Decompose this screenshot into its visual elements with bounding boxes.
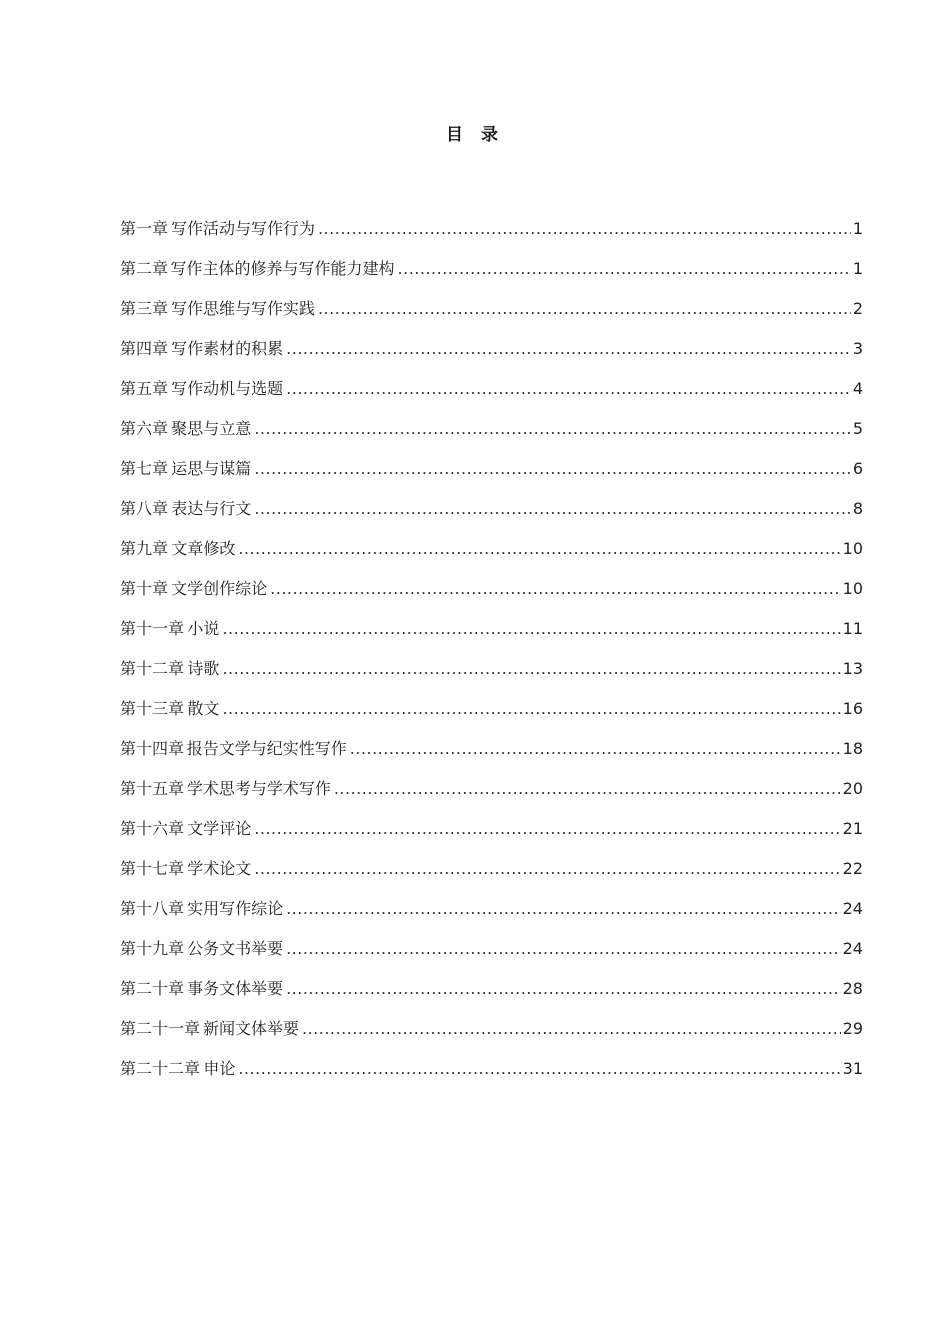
toc-dot-leader	[254, 489, 851, 529]
toc-chapter-number: 第十章	[120, 579, 169, 598]
toc-chapter-number: 第十六章	[120, 819, 185, 838]
toc-page-number: 24	[842, 899, 863, 918]
toc-entry[interactable]	[120, 449, 863, 489]
toc-entry[interactable]	[120, 209, 863, 249]
toc-entry[interactable]	[120, 689, 863, 729]
toc-dot-leader	[318, 289, 851, 329]
toc-chapter-number: 第二章	[120, 259, 169, 278]
toc-page-number: 1	[852, 219, 863, 238]
toc-chapter-number: 第十九章	[120, 939, 185, 958]
toc-page-number: 5	[852, 419, 863, 438]
toc-dot-leader	[254, 809, 840, 849]
toc-dot-leader	[222, 609, 840, 649]
toc-entry[interactable]	[120, 1009, 863, 1049]
toc-dot-leader	[286, 889, 841, 929]
toc-entry[interactable]	[120, 969, 863, 1009]
toc-dot-leader	[222, 689, 840, 729]
toc-chapter-number: 第十一章	[120, 619, 185, 638]
toc-entry[interactable]	[120, 489, 863, 529]
toc-entry[interactable]	[120, 249, 863, 289]
toc-dot-leader	[254, 409, 851, 449]
toc-page-number: 21	[842, 819, 863, 838]
toc-page-number: 22	[842, 859, 863, 878]
toc-chapter-title: 报告文学与纪实性写作	[186, 739, 347, 758]
toc-entry[interactable]	[120, 609, 863, 649]
toc-chapter-title: 写作活动与写作行为	[170, 219, 315, 238]
toc-dot-leader	[286, 329, 851, 369]
toc-entry[interactable]	[120, 569, 863, 609]
toc-page-number: 10	[842, 579, 863, 598]
toc-page-number: 31	[842, 1059, 863, 1078]
toc-chapter-number: 第二十一章	[120, 1019, 201, 1038]
toc-entry[interactable]	[120, 929, 863, 969]
toc-entry[interactable]	[120, 529, 863, 569]
toc-chapter-title: 文学创作综论	[171, 579, 268, 598]
toc-title: 目 录	[446, 125, 504, 145]
toc-page-number: 6	[852, 459, 863, 478]
toc-chapter-title: 文学评论	[187, 819, 252, 838]
toc-dot-leader	[286, 369, 851, 409]
toc-chapter-number: 第八章	[120, 499, 169, 518]
toc-dot-leader	[286, 929, 841, 969]
toc-chapter-title: 学术思考与学术写作	[186, 779, 331, 798]
toc-chapter-title: 聚思与立意	[171, 419, 252, 438]
toc-chapter-title: 小说	[187, 619, 220, 638]
toc-page-number: 13	[842, 659, 863, 678]
toc-chapter-number: 第十五章	[120, 779, 185, 798]
toc-page-number: 8	[852, 499, 863, 518]
toc-dot-leader	[222, 649, 840, 689]
toc-chapter-title: 写作思维与写作实践	[170, 299, 315, 318]
toc-page-number: 16	[842, 699, 863, 718]
toc-page-number: 11	[842, 619, 863, 638]
toc-chapter-number: 第五章	[120, 379, 169, 398]
toc-entry[interactable]	[120, 1049, 863, 1089]
toc-chapter-title: 诗歌	[187, 659, 220, 678]
toc-chapter-number: 第六章	[120, 419, 169, 438]
toc-page-number: 18	[842, 739, 863, 758]
toc-chapter-title: 实用写作综论	[187, 899, 284, 918]
toc-chapter-title: 写作动机与选题	[171, 379, 284, 398]
toc-dot-leader	[398, 249, 851, 289]
toc-entry[interactable]	[120, 889, 863, 929]
toc-chapter-number: 第十七章	[120, 859, 185, 878]
toc-chapter-title: 写作素材的积累	[171, 339, 284, 358]
toc-dot-leader	[238, 529, 840, 569]
toc-chapter-number: 第十八章	[120, 899, 185, 918]
toc-chapter-number: 第三章	[120, 299, 169, 318]
toc-chapter-title: 表达与行文	[171, 499, 252, 518]
toc-page-number: 10	[842, 539, 863, 558]
toc-dot-leader	[286, 969, 841, 1009]
toc-entry[interactable]	[120, 369, 863, 409]
toc-chapter-title: 公务文书举要	[187, 939, 284, 958]
toc-chapter-number: 第一章	[120, 219, 169, 238]
toc-chapter-title: 新闻文体举要	[202, 1019, 299, 1038]
toc-chapter-title: 学术论文	[187, 859, 252, 878]
toc-dot-leader	[334, 769, 841, 809]
toc-dot-leader	[270, 569, 840, 609]
toc-chapter-number: 第二十二章	[120, 1059, 201, 1078]
toc-entry[interactable]	[120, 809, 863, 849]
toc-chapter-number: 第七章	[120, 459, 169, 478]
toc-chapter-title: 事务文体举要	[187, 979, 284, 998]
toc-chapter-number: 第二十章	[120, 979, 185, 998]
toc-chapter-title: 散文	[187, 699, 220, 718]
toc-chapter-number: 第十三章	[120, 699, 185, 718]
toc-page-number: 3	[852, 339, 863, 358]
toc-chapter-title: 运思与谋篇	[171, 459, 252, 478]
toc-dot-leader	[254, 449, 851, 489]
toc-chapter-title: 写作主体的修养与写作能力建构	[170, 259, 395, 278]
toc-entry[interactable]	[120, 729, 863, 769]
toc-dot-leader	[238, 1049, 840, 1089]
toc-entry[interactable]	[120, 329, 863, 369]
toc-entry[interactable]	[120, 849, 863, 889]
toc-entry[interactable]	[120, 649, 863, 689]
toc-page-number: 4	[852, 379, 863, 398]
toc-page-number: 29	[842, 1019, 863, 1038]
toc-chapter-title: 申论	[203, 1059, 236, 1078]
toc-dot-leader	[350, 729, 841, 769]
toc-dot-leader	[318, 209, 851, 249]
toc-entry[interactable]	[120, 289, 863, 329]
toc-chapter-number: 第十二章	[120, 659, 185, 678]
toc-page-number: 2	[852, 299, 863, 318]
toc-chapter-number: 第十四章	[120, 739, 185, 758]
toc-chapter-number: 第九章	[120, 539, 169, 558]
toc-entry[interactable]	[120, 409, 863, 449]
toc-page-number: 24	[842, 939, 863, 958]
toc-list	[120, 209, 863, 1089]
toc-dot-leader	[254, 849, 840, 889]
toc-entry[interactable]	[120, 769, 863, 809]
toc-chapter-title: 文章修改	[171, 539, 236, 558]
toc-chapter-number: 第四章	[120, 339, 169, 358]
toc-page-number: 20	[842, 779, 863, 798]
toc-page-number: 28	[842, 979, 863, 998]
toc-page-number: 1	[852, 259, 863, 278]
toc-dot-leader	[302, 1009, 841, 1049]
